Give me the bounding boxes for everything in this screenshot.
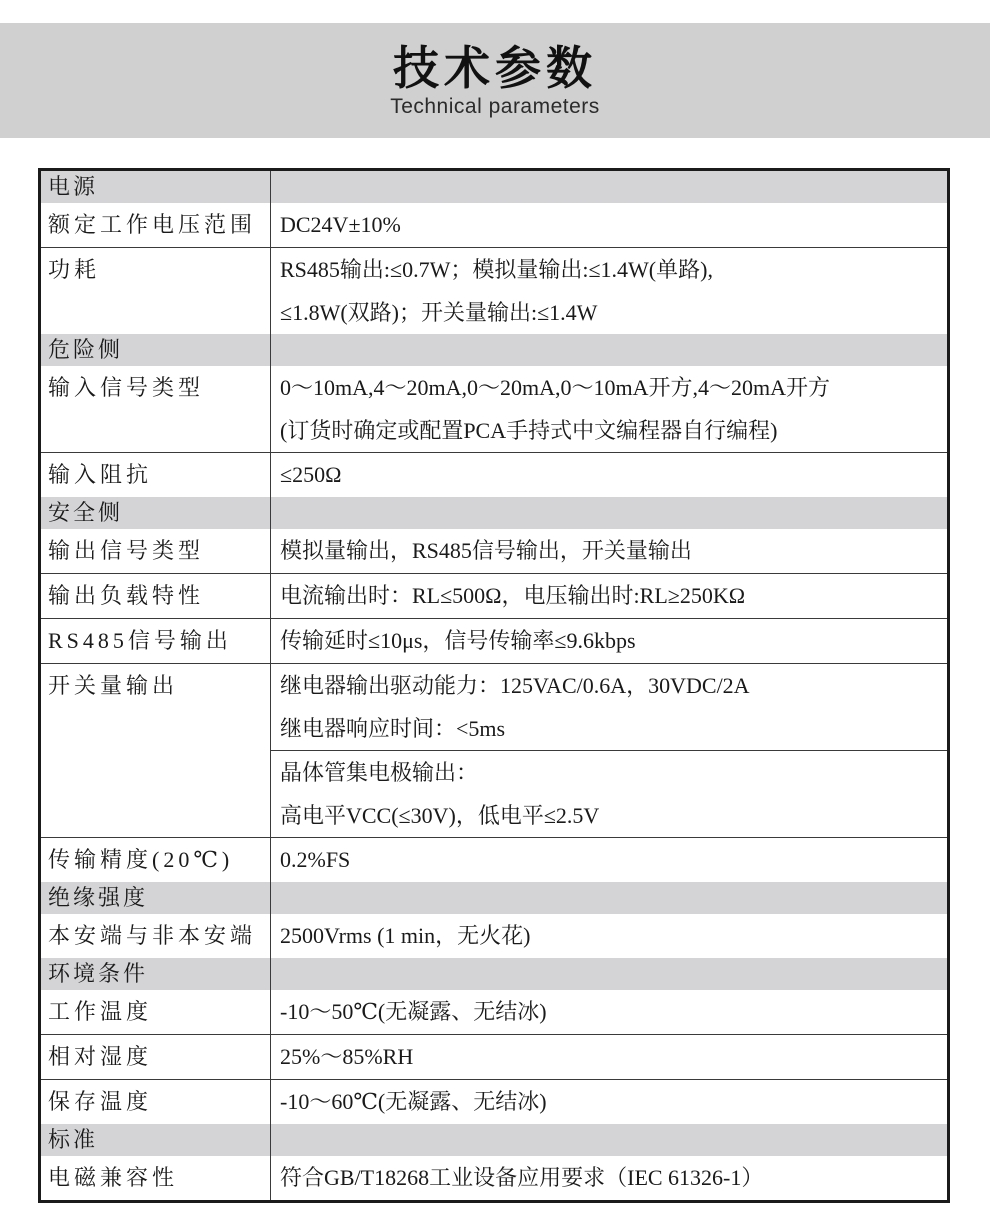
section-label: 绝缘强度 (41, 882, 271, 914)
page-subtitle: Technical parameters (390, 95, 600, 119)
spec-value: -10～60℃(无凝露、无结冰) (271, 1079, 947, 1124)
spec-value-line: RS485输出:≤0.7W；模拟量输出:≤1.4W(单路), (280, 257, 713, 282)
spec-label: 额定工作电压范围 (41, 203, 271, 247)
section-label: 危险侧 (41, 334, 271, 366)
section-empty-cell (271, 334, 947, 366)
spec-value-line: 0～10mA,4～20mA,0～20mA,0～10mA开方,4～20mA开方 (280, 375, 831, 400)
spec-row (41, 990, 947, 1034)
spec-value: ≤250Ω (271, 452, 947, 497)
section-row (41, 171, 947, 203)
spec-value (271, 663, 947, 750)
spec-row (41, 1156, 947, 1200)
spec-table (38, 168, 950, 1203)
spec-label: 输出信号类型 (41, 529, 271, 573)
spec-label: RS485信号输出 (41, 618, 271, 663)
section-label: 电源 (41, 171, 271, 203)
section-row (41, 1124, 947, 1156)
section-empty-cell (271, 497, 947, 529)
spec-table-body (41, 171, 947, 1200)
spec-label: 输出负载特性 (41, 573, 271, 618)
spec-value: DC24V±10% (280, 212, 401, 237)
spec-row (41, 247, 947, 334)
spec-value: -10～50℃(无凝露、无结冰) (280, 999, 547, 1024)
section-empty-cell (271, 958, 947, 990)
spec-row (41, 529, 947, 573)
section-empty-cell (271, 882, 947, 914)
spec-value: 25%～85%RH (271, 1034, 947, 1079)
spec-value-line: 晶体管集电极输出： (280, 760, 479, 785)
spec-row (41, 618, 947, 663)
section-empty-cell (271, 171, 947, 203)
section-row (41, 334, 947, 366)
section-row (41, 958, 947, 990)
spec-value: 传输延时≤10μs，信号传输率≤9.6kbps (271, 618, 947, 663)
section-label: 环境条件 (41, 958, 271, 990)
spec-value: 电流输出时：RL≤500Ω，电压输出时:RL≥250KΩ (271, 573, 947, 618)
spec-row (41, 1034, 947, 1079)
spec-row (41, 452, 947, 497)
spec-label: 输入信号类型 (41, 366, 271, 452)
section-label: 安全侧 (41, 497, 271, 529)
spec-value (271, 750, 947, 837)
spec-value: 2500Vrms (1 min，无火花) (280, 923, 531, 948)
page-title: 技术参数 (393, 41, 597, 94)
spec-label: 传输精度(20℃) (41, 837, 271, 882)
spec-value (271, 366, 947, 452)
spec-label: 输入阻抗 (41, 452, 271, 497)
spec-value-line: (订货时确定或配置PCA手持式中文编程器自行编程) (280, 418, 778, 443)
spec-label: 工作温度 (41, 990, 271, 1034)
section-row (41, 497, 947, 529)
spec-value: 模拟量输出，RS485信号输出，开关量输出 (280, 538, 692, 563)
spec-row (41, 837, 947, 882)
section-row (41, 882, 947, 914)
spec-value (271, 247, 947, 334)
header-band (0, 23, 990, 138)
spec-value-line: 继电器输出驱动能力：125VAC/0.6A，30VDC/2A (280, 673, 750, 698)
spec-row (41, 573, 947, 618)
spec-row (41, 366, 947, 452)
section-empty-cell (271, 1124, 947, 1156)
spec-label: 相对湿度 (41, 1034, 271, 1079)
spec-value: 0.2%FS (271, 837, 947, 882)
spec-value-line: 继电器响应时间：<5ms (280, 716, 506, 741)
spec-row-group (41, 663, 947, 750)
spec-label: 本安端与非本安端 (41, 914, 271, 958)
spec-row (41, 914, 947, 958)
spec-label: 保存温度 (41, 1079, 271, 1124)
spec-label: 开关量输出 (41, 663, 271, 837)
spec-row (41, 203, 947, 247)
spec-value: 符合GB/T18268工业设备应用要求（IEC 61326-1） (280, 1165, 764, 1190)
spec-value-line: 高电平VCC(≤30V)，低电平≤2.5V (280, 803, 600, 828)
spec-label: 电磁兼容性 (41, 1156, 271, 1200)
section-label: 标准 (41, 1124, 271, 1156)
spec-row (41, 1079, 947, 1124)
spec-label: 功耗 (41, 247, 271, 334)
spec-value-line: ≤1.8W(双路)；开关量输出:≤1.4W (280, 300, 598, 325)
